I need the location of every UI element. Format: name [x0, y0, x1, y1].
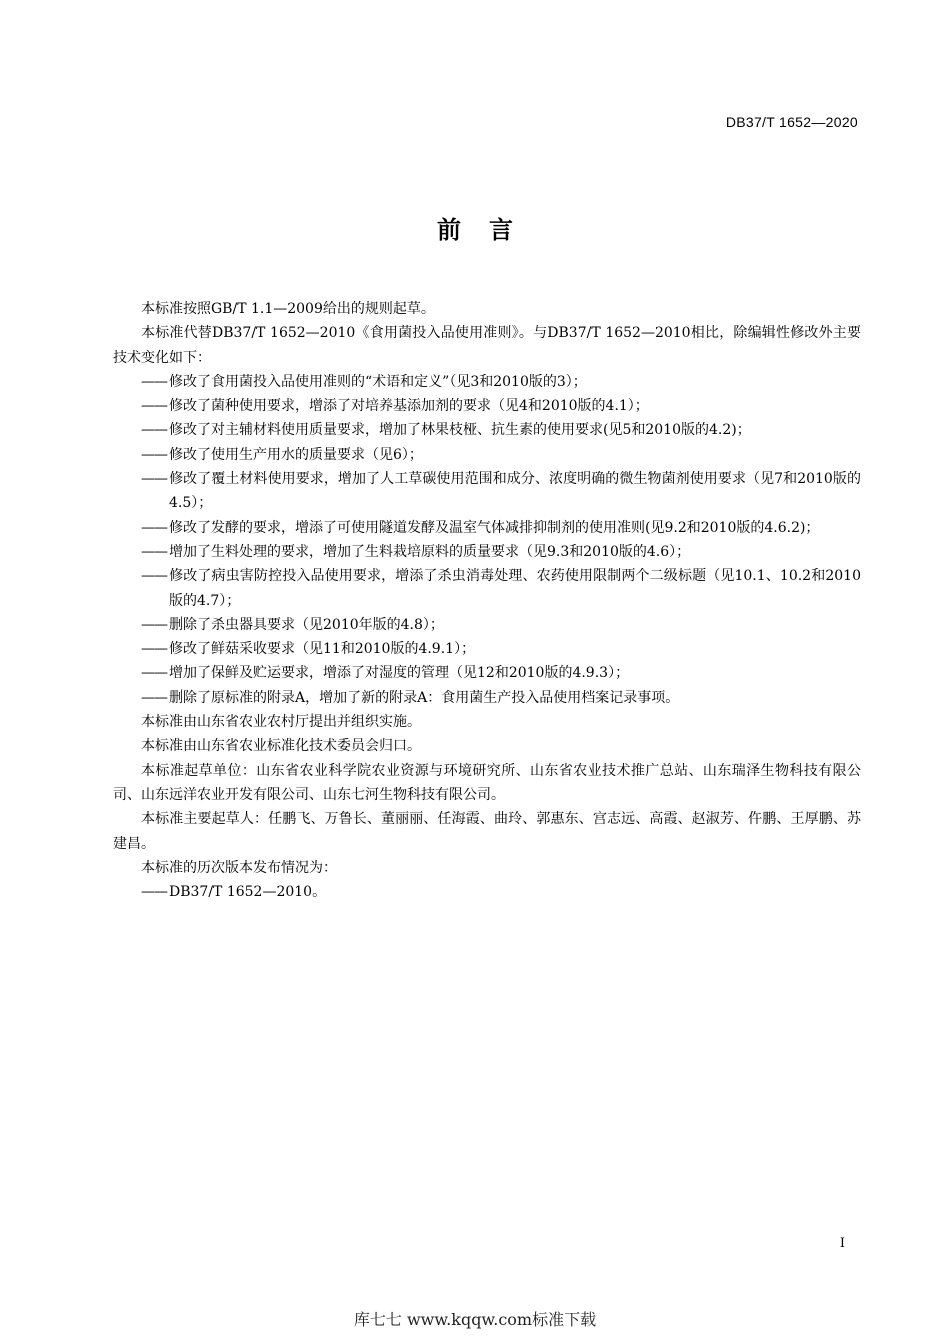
intro-paragraph: 本标准按照GB/T 1.1—2009给出的规则起草。: [141, 301, 435, 317]
drafting-units-paragraph: 本标准起草单位：山东省农业科学院农业资源与环境研究所、山东省农业技术推广总站、山东瑞泽生物科技有限公司、山东远洋农业开发有限公司、山东七河生物科技有限公司。: [113, 762, 861, 803]
history-heading: 本标准的历次版本发布情况为：: [141, 859, 337, 876]
dash-marker: ——: [141, 446, 167, 463]
committee-paragraph: 本标准由山东省农业标准化技术委员会归口。: [141, 738, 421, 755]
change-text: 修改了对主辅材料使用质量要求，增加了林果枝桠、抗生素的使用要求(见5和2010版的4.2)；: [169, 422, 751, 439]
dash-marker: ——: [141, 398, 167, 415]
dash-marker: ——: [141, 543, 167, 560]
page-title: 前言: [437, 216, 541, 244]
intro-paragraph: 本标准代替DB37/T 1652—2010《食用菌投入品使用准则》。与DB37/T 1652—2010相比，除编辑性修改外主要技术变化如下：: [113, 325, 861, 366]
dash-marker: ——: [141, 665, 167, 682]
change-text: 增加了保鲜及贮运要求，增添了对湿度的管理（见12和2010版的4.9.3）；: [169, 665, 630, 682]
change-text: 增加了生料处理的要求，增加了生料栽培原料的质量要求（见9.3和2010版的4.6）；: [169, 543, 691, 560]
dash-marker: ——: [141, 519, 167, 536]
change-text: 修改了使用生产用水的质量要求（见6）；: [169, 446, 423, 463]
change-text: 修改了病虫害防控投入品使用要求，增添了杀虫消毒处理、农药使用限制两个二级标题（见10.1、10.2和2010版的4.7）；: [169, 568, 861, 609]
dash-marker: ——: [141, 471, 167, 488]
change-text: 修改了食用菌投入品使用准则的“术语和定义”（见3和2010版的3）；: [169, 373, 587, 390]
history-text: DB37/T 1652—2010。: [169, 884, 327, 901]
standard-code: DB37/T 1652—2020: [725, 114, 858, 130]
change-item: [113, 540, 861, 564]
page-number: I: [839, 1236, 845, 1251]
dash-marker: ——: [141, 568, 167, 585]
change-item: [113, 661, 861, 685]
foreword-body: [113, 297, 861, 904]
dash-marker: ——: [141, 373, 167, 390]
drafters-paragraph: 本标准主要起草人：任鹏飞、万鲁长、董丽丽、任海霞、曲玲、郭惠东、宫志远、高霞、赵淑芳、仵鹏、王厚鹏、苏建昌。: [113, 811, 861, 852]
change-item: [113, 418, 861, 442]
dash-marker: ——: [141, 884, 167, 901]
dash-marker: ——: [141, 422, 167, 439]
change-item: [113, 564, 861, 613]
dash-marker: ——: [141, 689, 167, 706]
change-text: 删除了杀虫器具要求（见2010年版的4.8）；: [169, 616, 444, 633]
footer-watermark: 库七七 www.kqqw.com标准下载: [353, 1310, 597, 1329]
dash-marker: ——: [141, 616, 167, 633]
change-item: [113, 467, 861, 516]
change-text: 修改了覆土材料使用要求，增加了人工草碳使用范围和成分、浓度明确的微生物菌剂使用要求（见7和2010版的4.5）；: [169, 471, 861, 512]
change-item: [113, 443, 861, 467]
change-text: 删除了原标准的附录A，增加了新的附录A：食用菌生产投入品使用档案记录事项。: [169, 689, 680, 706]
change-item: [113, 370, 861, 394]
change-item: [113, 613, 861, 637]
dash-marker: ——: [141, 641, 167, 658]
change-text: 修改了菌种使用要求，增添了对培养基添加剂的要求（见4和2010版的4.1）；: [169, 398, 649, 415]
proposer-paragraph: 本标准由山东省农业农村厅提出并组织实施。: [141, 714, 421, 731]
change-text: 修改了鲜菇采收要求（见11和2010版的4.9.1）；: [169, 641, 476, 658]
change-item: [113, 394, 861, 418]
change-text: 修改了发酵的要求，增添了可使用隧道发酵及温室气体减排抑制剂的使用准则(见9.2和2010版的4.6.2)；: [169, 519, 820, 536]
change-item: [113, 516, 861, 540]
change-item: [113, 686, 861, 710]
history-item: [113, 880, 861, 904]
change-item: [113, 637, 861, 661]
